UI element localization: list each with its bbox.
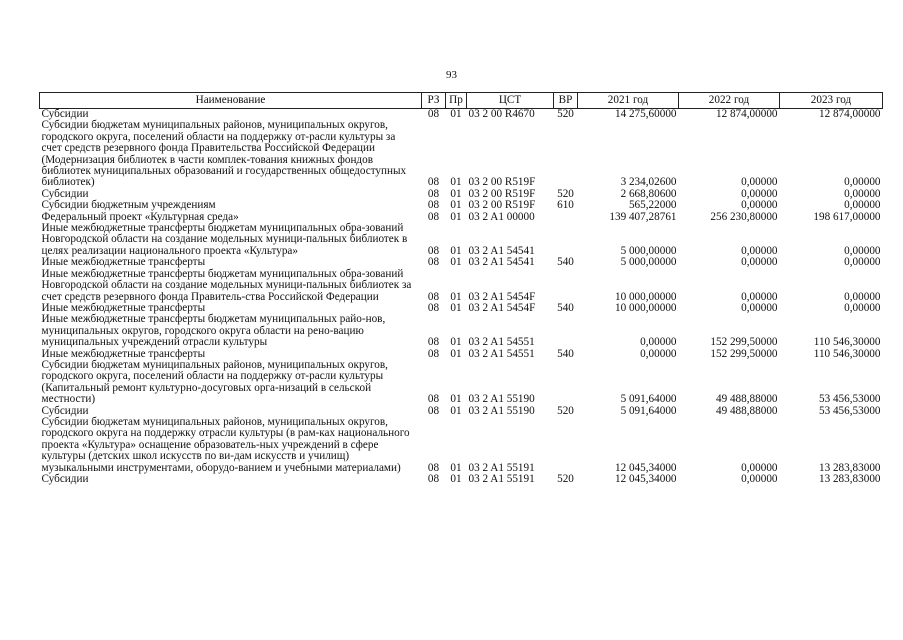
- table-row: [40, 257, 883, 268]
- row-name: Субсидии бюджетам муниципальных районов, муниципальных округов, городского округа, поселений области на поддержку от-расли культуры (Капитальный ремонт культурно-досуговых орга-низаций в сельской местности): [41, 358, 388, 406]
- row-name: Иные межбюджетные трансферты бюджетам муниципальных райо-нов, муниципальных округов, городского округа области на рено-вацию муниципальных учреждений отрасли культуры: [41, 313, 386, 349]
- row-vr: [554, 223, 578, 257]
- table-row: [40, 200, 883, 211]
- row-2023: 0,00000: [844, 301, 881, 314]
- row-rz: 08: [427, 473, 440, 485]
- row-2022: 0,00000: [741, 290, 778, 303]
- header-cst: ЦСТ: [467, 93, 554, 109]
- row-2023: 53 456,53000: [818, 404, 881, 417]
- row-2021: 139 407,28761: [609, 210, 677, 223]
- row-2023: 13 283,83000: [818, 473, 881, 485]
- row-2022: 152 299,50000: [710, 336, 778, 349]
- row-2022: 0,00000: [741, 176, 778, 189]
- row-rz: 08: [427, 336, 440, 349]
- row-2023: 0,00000: [844, 244, 881, 257]
- row-cst: 03 2 A1 55191: [468, 461, 535, 474]
- row-2023: 12 874,00000: [818, 108, 881, 120]
- row-vr: [554, 212, 578, 223]
- table-row: [40, 120, 883, 188]
- row-2021: 0,00000: [640, 347, 677, 360]
- row-name: Субсидии: [41, 187, 89, 200]
- row-vr: [554, 360, 578, 406]
- row-name: Субсидии: [41, 404, 89, 417]
- row-2021: 12 045,34000: [614, 461, 677, 474]
- row-2022: 49 488,88000: [715, 393, 778, 406]
- row-name: Иные межбюджетные трансферты: [41, 301, 206, 314]
- row-name: Субсидии: [41, 108, 89, 120]
- row-rz: 08: [427, 347, 440, 360]
- row-2023: 110 546,30000: [813, 347, 881, 360]
- row-vr: 540: [557, 347, 574, 360]
- row-vr: 520: [557, 404, 574, 417]
- row-rz: 08: [427, 301, 440, 314]
- row-pr: 01: [450, 404, 462, 417]
- row-pr: 01: [450, 393, 462, 406]
- row-2023: 0,00000: [844, 187, 881, 200]
- row-cst: 03 2 A1 55191: [468, 473, 535, 485]
- row-2021: 2 668,80600: [620, 187, 677, 200]
- row-rz: 08: [427, 176, 440, 189]
- row-2023: 198 617,00000: [813, 210, 881, 223]
- row-2023: 0,00000: [844, 199, 881, 212]
- row-2021: 5 000,00000: [620, 244, 677, 257]
- row-name: Субсидии: [41, 473, 89, 485]
- header-pr: Пр: [446, 93, 467, 109]
- row-2022: 0,00000: [741, 199, 778, 212]
- row-vr: 540: [557, 301, 574, 314]
- row-2021: 3 234,02600: [620, 176, 677, 189]
- row-cst: 03 2 A1 55190: [468, 404, 535, 417]
- row-name: Федеральный проект «Культурная среда»: [41, 210, 239, 223]
- row-cst: 03 2 A1 54541: [468, 256, 535, 269]
- row-vr: 520: [557, 473, 574, 485]
- row-2021: 565,22000: [628, 199, 677, 212]
- row-pr: 01: [450, 199, 462, 212]
- header-vr: ВР: [554, 93, 578, 109]
- row-vr: 610: [557, 199, 574, 212]
- row-vr: [554, 314, 578, 348]
- row-cst: 03 2 A1 54551: [468, 347, 535, 360]
- row-name: Иные межбюджетные трансферты: [41, 347, 206, 360]
- row-rz: 08: [427, 461, 440, 474]
- row-2022: 12 874,00000: [715, 108, 778, 120]
- row-pr: 01: [450, 244, 462, 257]
- row-vr: [554, 120, 578, 188]
- row-2023: 110 546,30000: [813, 336, 881, 349]
- header-2022: 2022 год: [679, 93, 780, 109]
- row-2023: 0,00000: [844, 256, 881, 269]
- row-2021: 5 000,00000: [620, 256, 677, 269]
- table-row: [40, 314, 883, 348]
- table-row: [40, 223, 883, 257]
- row-2021: 10 000,00000: [614, 301, 677, 314]
- row-cst: 03 2 00 R519F: [468, 187, 536, 200]
- row-vr: [554, 417, 578, 474]
- row-name: Субсидии бюджетам муниципальных районов, муниципальных округов, городского округа на поддержку отрасли культуры (в рам-ках национального проекта «Культура» оснащение образователь-ных учреждений в сфере культуры (детских школ искусств по ви-дам искусств и училищ) музыкальными инструментами, оборудо-ванием и учебными материалами): [41, 415, 410, 474]
- header-rz: РЗ: [422, 93, 446, 109]
- row-2022: 0,00000: [741, 244, 778, 257]
- row-pr: 01: [450, 347, 462, 360]
- row-cst: 03 2 A1 00000: [468, 210, 535, 223]
- row-cst: 03 2 A1 5454F: [468, 301, 536, 314]
- row-2023: 53 456,53000: [818, 393, 881, 406]
- row-2022: 0,00000: [741, 187, 778, 200]
- row-2022: 0,00000: [741, 256, 778, 269]
- row-rz: 08: [427, 244, 440, 257]
- page-number: 93: [446, 69, 457, 81]
- row-cst: 03 2 00 R4670: [468, 108, 535, 120]
- row-cst: 03 2 00 R519F: [468, 176, 536, 189]
- row-2023: 0,00000: [844, 290, 881, 303]
- row-cst: 03 2 A1 54541: [468, 244, 535, 257]
- row-rz: 08: [427, 187, 440, 200]
- table-row: [40, 417, 883, 474]
- row-pr: 01: [450, 336, 462, 349]
- row-2021: 0,00000: [640, 336, 677, 349]
- row-2021: 5 091,64000: [620, 404, 677, 417]
- table-row: [40, 269, 883, 303]
- row-2022: 0,00000: [741, 461, 778, 474]
- row-pr: 01: [450, 301, 462, 314]
- row-vr: 520: [557, 187, 574, 200]
- row-cst: 03 2 A1 54551: [468, 336, 535, 349]
- row-vr: 520: [557, 108, 574, 120]
- row-cst: 03 2 00 R519F: [468, 199, 536, 212]
- row-pr: 01: [450, 290, 462, 303]
- row-2023: 13 283,83000: [818, 461, 881, 474]
- row-pr: 01: [450, 473, 462, 485]
- row-name: Иные межбюджетные трансферты бюджетам муниципальных обра-зований Новгородской области на создание модельных муници-пальных библиотек в целях реализации национального проекта «Культура»: [41, 222, 408, 257]
- row-name: Субсидии бюджетным учреждениям: [41, 199, 216, 212]
- header-2021: 2021 год: [578, 93, 679, 109]
- row-2022: 152 299,50000: [710, 347, 778, 360]
- row-rz: 08: [427, 256, 440, 269]
- row-pr: 01: [450, 108, 462, 120]
- row-name: Иные межбюджетные трансферты бюджетам муниципальных обра-зований Новгородской области на создание модельных муници-пальных библиотек за счет средств резервного фонда Правитель-ства Российской Федерации: [41, 267, 412, 303]
- row-name: Субсидии бюджетам муниципальных районов, муниципальных округов, городского округа, поселений области на поддержку от-расли культуры за счет средств резервного фонда Правительства Российской Федерации (Модернизация библиотек в части комплек-тования книжных фондов библиотек муниципальных образований и государственных общедоступных библиотек): [41, 119, 407, 189]
- row-vr: 540: [557, 256, 574, 269]
- row-rz: 08: [427, 404, 440, 417]
- row-rz: 08: [427, 290, 440, 303]
- header-name: Наименование: [40, 93, 422, 109]
- row-2022: 0,00000: [741, 301, 778, 314]
- row-name: Иные межбюджетные трансферты: [41, 256, 206, 269]
- table-row: [40, 474, 883, 485]
- row-vr: [554, 269, 578, 303]
- row-rz: 08: [427, 210, 440, 223]
- row-2021: 5 091,64000: [620, 393, 677, 406]
- row-rz: 08: [427, 199, 440, 212]
- row-2022: 49 488,88000: [715, 404, 778, 417]
- row-pr: 01: [450, 256, 462, 269]
- budget-table: [39, 92, 883, 485]
- row-pr: 01: [450, 176, 462, 189]
- table-header-row: [40, 93, 883, 109]
- row-2021: 12 045,34000: [614, 473, 677, 485]
- header-2023: 2023 год: [780, 93, 883, 109]
- row-pr: 01: [450, 461, 462, 474]
- row-rz: 08: [427, 393, 440, 406]
- row-rz: 08: [427, 108, 440, 120]
- row-2022: 256 230,80000: [710, 210, 778, 223]
- row-cst: 03 2 A1 55190: [468, 393, 535, 406]
- row-2021: 14 275,60000: [614, 108, 677, 120]
- row-cst: 03 2 A1 5454F: [468, 290, 536, 303]
- row-2022: 0,00000: [741, 473, 778, 485]
- row-pr: 01: [450, 187, 462, 200]
- row-2021: 10 000,00000: [614, 290, 677, 303]
- row-pr: 01: [450, 210, 462, 223]
- row-2023: 0,00000: [844, 176, 881, 189]
- table-row: [40, 360, 883, 406]
